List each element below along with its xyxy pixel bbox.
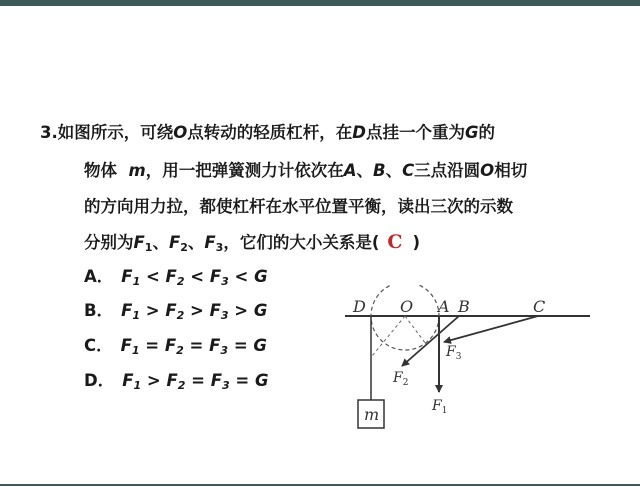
option-a bbox=[84, 266, 268, 288]
question-line-1 bbox=[40, 122, 495, 144]
expr-sub: 1 bbox=[131, 344, 140, 357]
expr-part: = bbox=[185, 371, 211, 390]
text-run: 物体 bbox=[84, 161, 117, 180]
expr-part: F bbox=[122, 371, 134, 390]
expr-part: F bbox=[209, 301, 221, 320]
expr-part: G bbox=[253, 301, 268, 320]
text-run: 、 bbox=[187, 233, 205, 252]
label-a: A bbox=[438, 297, 450, 316]
expr-sub: 3 bbox=[220, 344, 229, 357]
expr-part: = bbox=[139, 336, 165, 355]
expr-part: > bbox=[140, 301, 166, 320]
expr-sub: 3 bbox=[220, 309, 229, 322]
expr-part: > bbox=[228, 301, 254, 320]
point-o-ref: O bbox=[480, 161, 495, 180]
expr-part: F bbox=[121, 267, 133, 286]
expr-part: > bbox=[141, 371, 167, 390]
expr-part: F bbox=[165, 301, 177, 320]
option-d bbox=[84, 370, 269, 392]
label-o: O bbox=[400, 297, 414, 316]
expr-sub: 1 bbox=[133, 379, 142, 392]
text-run: 、 bbox=[385, 161, 403, 180]
expr-sub: 2 bbox=[177, 379, 186, 392]
label-f2: $F_2$ bbox=[393, 370, 409, 388]
expr-sub: 2 bbox=[176, 275, 185, 288]
question-number: 3. bbox=[40, 123, 58, 142]
expr-part: > bbox=[184, 301, 210, 320]
force-symbol: F bbox=[168, 233, 181, 252]
expr-part: G bbox=[253, 336, 267, 355]
question-line-4 bbox=[84, 231, 420, 254]
option-letter: B． bbox=[84, 301, 114, 320]
force-f3-arrow bbox=[444, 316, 538, 342]
option-b bbox=[84, 300, 267, 322]
text-run: ，用一把弹簧测力计依次在 bbox=[145, 161, 344, 180]
label-d: D bbox=[353, 297, 366, 316]
weight-g-ref: G bbox=[464, 123, 479, 142]
text-run: 如图所示，可绕 bbox=[57, 123, 174, 142]
bottom-accent-line bbox=[0, 484, 640, 486]
option-letter: A． bbox=[84, 267, 114, 286]
lever-diagram bbox=[340, 285, 600, 435]
point-b-ref: B bbox=[372, 161, 386, 180]
question-line-2 bbox=[84, 160, 527, 182]
text-run: 分别为 bbox=[84, 233, 134, 252]
expr-sub: 3 bbox=[221, 275, 229, 288]
expr-part: F bbox=[210, 371, 223, 390]
point-o-ref: O bbox=[173, 123, 188, 142]
force-subscript: 1 bbox=[144, 241, 153, 254]
question-line-3: 的方向用力拉，都使杠杆在水平位置平衡，读出三次的示数 bbox=[84, 197, 513, 216]
expr-part: F bbox=[164, 336, 177, 355]
expr-part: F bbox=[209, 267, 222, 286]
text-run: 点挂一个重为 bbox=[365, 123, 465, 142]
expr-part: < bbox=[228, 267, 255, 286]
label-m: m bbox=[364, 405, 380, 424]
label-b: B bbox=[458, 297, 470, 316]
mass-m-ref: m bbox=[128, 161, 146, 180]
label-f1: $F_1$ bbox=[432, 398, 448, 416]
point-a-ref: A bbox=[343, 161, 357, 180]
expr-part: G bbox=[254, 267, 268, 286]
point-c-ref: C bbox=[402, 161, 415, 180]
expr-sub: 1 bbox=[132, 309, 141, 322]
expr-part: F bbox=[120, 336, 132, 355]
expr-part: < bbox=[184, 267, 210, 286]
text-run: 点转动的轻质杠杆，在 bbox=[187, 123, 353, 142]
text-run: 的 bbox=[478, 123, 496, 142]
expr-part: = bbox=[183, 336, 210, 355]
top-accent-bar bbox=[0, 0, 640, 6]
option-letter: C． bbox=[84, 336, 113, 355]
force-subscript: 3 bbox=[215, 241, 224, 254]
label-f3: $F_3$ bbox=[446, 344, 462, 362]
expr-part: < bbox=[140, 267, 166, 286]
expr-sub: 3 bbox=[222, 379, 230, 392]
expr-part: = bbox=[229, 371, 255, 390]
expr-sub: 1 bbox=[132, 275, 141, 288]
expr-part: F bbox=[166, 371, 178, 390]
force-symbol: F bbox=[133, 233, 145, 252]
expr-part: G bbox=[255, 371, 269, 390]
text-run: ，它们的大小关系是( bbox=[223, 233, 380, 252]
text-run: ) bbox=[412, 233, 421, 252]
point-d-ref: D bbox=[352, 123, 366, 142]
label-c: C bbox=[533, 297, 546, 316]
expr-part: = bbox=[228, 336, 254, 355]
radius-dash-2 bbox=[405, 316, 426, 344]
text-run: 、 bbox=[356, 161, 373, 180]
expr-part: F bbox=[121, 301, 133, 320]
option-letter: D． bbox=[84, 371, 115, 390]
expr-part: F bbox=[209, 336, 221, 355]
pivot-circle bbox=[371, 285, 439, 350]
text-run: 相切 bbox=[494, 161, 528, 180]
force-symbol: F bbox=[204, 233, 216, 252]
force-subscript: 2 bbox=[180, 241, 188, 254]
expr-sub: 2 bbox=[176, 344, 184, 357]
answer-mark: C bbox=[387, 231, 403, 253]
expr-part: F bbox=[165, 267, 177, 286]
option-c bbox=[84, 335, 267, 357]
text-run: 、 bbox=[152, 233, 169, 252]
text-run: 三点沿圆 bbox=[414, 161, 481, 180]
expr-sub: 2 bbox=[176, 309, 185, 322]
